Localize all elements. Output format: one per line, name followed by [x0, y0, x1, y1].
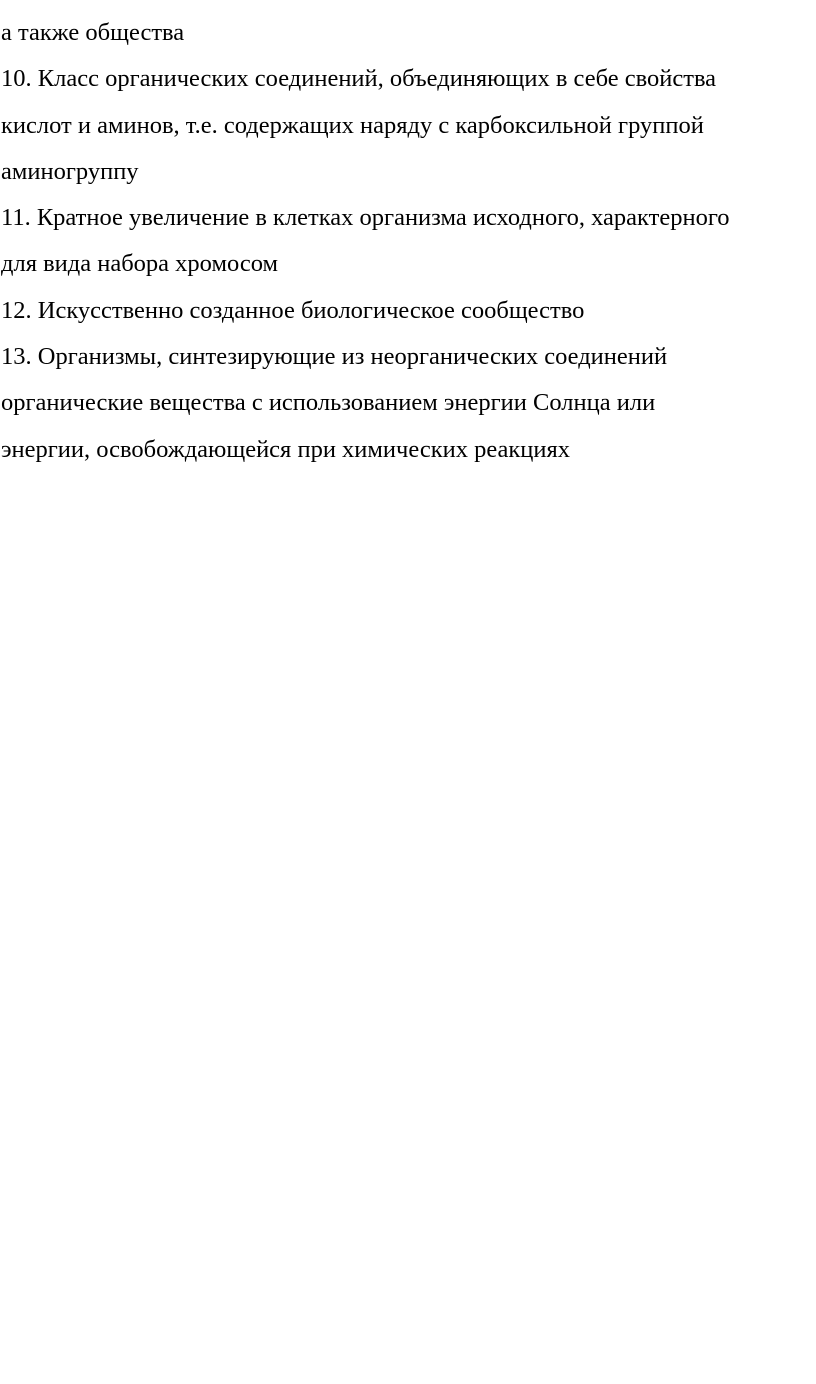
text-line: 10. Класс органических соединений, объединяющих в себе свойства	[1, 65, 717, 93]
text-line: а также общества	[1, 19, 185, 46]
document-text	[1, 10, 813, 473]
text-line: 11. Кратное увеличение в клетках организма исходного, характерного	[1, 204, 730, 232]
text-line: для вида набора хромосом	[1, 250, 278, 278]
text-line: кислот и аминов, т.е. содержащих наряду с карбоксильной группой	[1, 111, 704, 139]
text-line: энергии, освобождающейся при химических реакциях	[1, 435, 571, 463]
text-line: 12. Искусственно созданное биологическое сообщество	[1, 296, 585, 324]
text-line: аминогруппу	[1, 157, 139, 185]
text-line: органические вещества с использованием энергии Солнца или	[1, 389, 656, 417]
text-line: 13. Организмы, синтезирующие из неорганических соединений	[1, 343, 668, 371]
